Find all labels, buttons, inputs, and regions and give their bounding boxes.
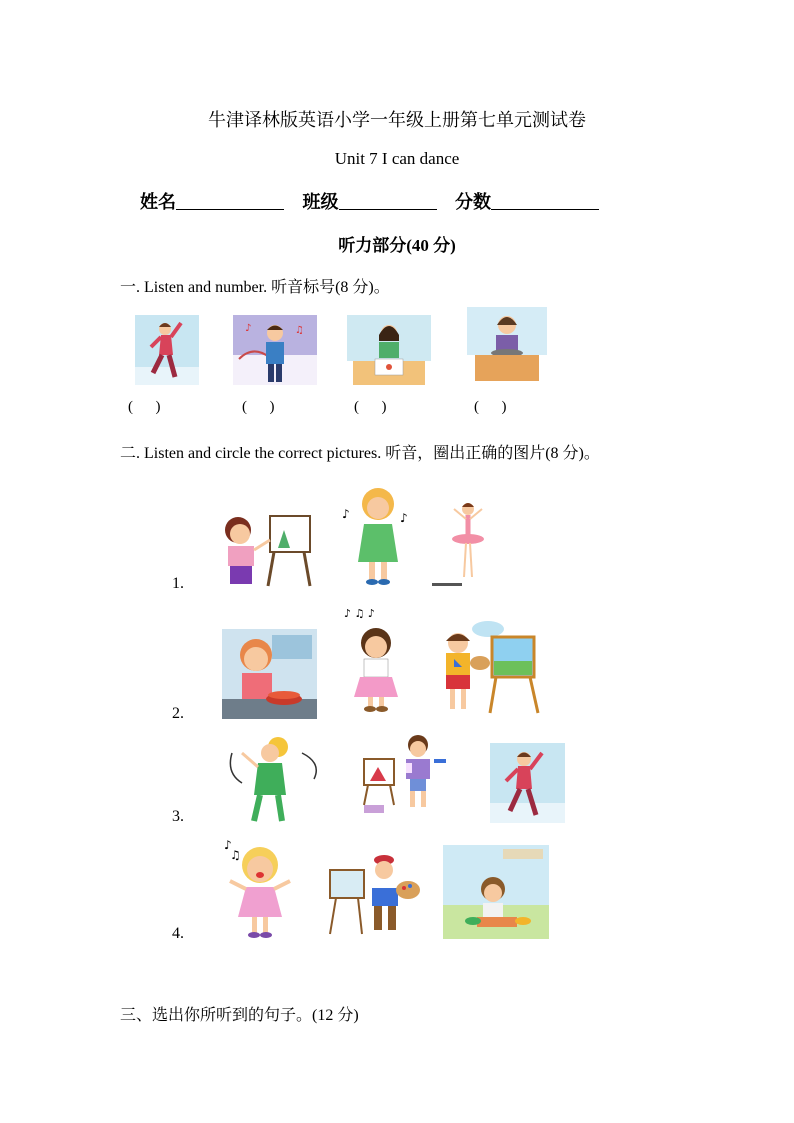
singing-girl-3-picture[interactable] — [222, 835, 296, 940]
singing-boy-picture — [233, 315, 317, 385]
painting-girl-picture[interactable] — [212, 508, 316, 588]
painting-girl-2-picture[interactable] — [432, 617, 544, 717]
row-number-2: 2. — [172, 705, 184, 722]
answer-paren-1[interactable]: ( ) — [128, 399, 161, 415]
svg-text:♪ ♫ ♪: ♪ ♫ ♪ — [344, 607, 375, 620]
answer-paren-3[interactable]: ( ) — [354, 399, 387, 415]
class-blank[interactable] — [339, 191, 437, 210]
painting-girl-3-picture[interactable] — [360, 729, 452, 817]
name-blank[interactable] — [176, 191, 284, 210]
section1-heading: 一. Listen and number. 听音标号(8 分)。 — [120, 279, 390, 296]
answer-paren-2[interactable]: ( ) — [242, 399, 275, 415]
name-label: 姓名 — [140, 192, 176, 212]
student-info-row — [140, 188, 613, 214]
svg-text:♫: ♫ — [295, 325, 304, 336]
svg-text:♪: ♪ — [400, 511, 408, 525]
unit-title: Unit 7 I can dance — [334, 149, 460, 168]
dancing-boy-2-picture[interactable] — [490, 743, 565, 823]
cooking-girl-picture[interactable] — [443, 845, 549, 939]
row-number-3: 3. — [172, 808, 184, 825]
row-number-4: 4. — [172, 925, 184, 942]
cooking-woman-picture[interactable] — [222, 629, 317, 719]
section2-heading: 二. Listen and circle the correct pictures. 听音，圈出正确的图片(8 分)。 — [120, 445, 600, 462]
listening-heading: 听力部分(40 分) — [338, 236, 456, 255]
singing-woman-picture[interactable] — [222, 733, 328, 823]
painting-man-picture[interactable] — [326, 852, 422, 938]
ballet-girl-picture[interactable] — [432, 497, 498, 589]
class-label: 班级 — [302, 192, 339, 212]
drawing-girl-picture — [347, 315, 431, 385]
singing-girl-2-picture[interactable] — [340, 603, 412, 713]
svg-text:♪: ♪ — [245, 323, 252, 334]
score-label: 分数 — [455, 192, 491, 212]
score-blank[interactable] — [491, 191, 599, 210]
svg-text:♪: ♪ — [224, 838, 232, 852]
svg-text:♫: ♫ — [230, 848, 241, 862]
section3-heading: 三、选出你所听到的句子。(12 分) — [120, 1007, 359, 1024]
svg-text:♪: ♪ — [342, 507, 350, 521]
singing-girl-picture[interactable] — [338, 478, 418, 588]
row-number-1: 1. — [172, 575, 184, 592]
dancing-boy-picture — [135, 315, 199, 385]
answer-paren-4[interactable]: ( ) — [474, 399, 507, 415]
cooking-woman-small-picture — [467, 307, 547, 383]
page-title: 牛津译林版英语小学一年级上册第七单元测试卷 — [208, 110, 586, 130]
